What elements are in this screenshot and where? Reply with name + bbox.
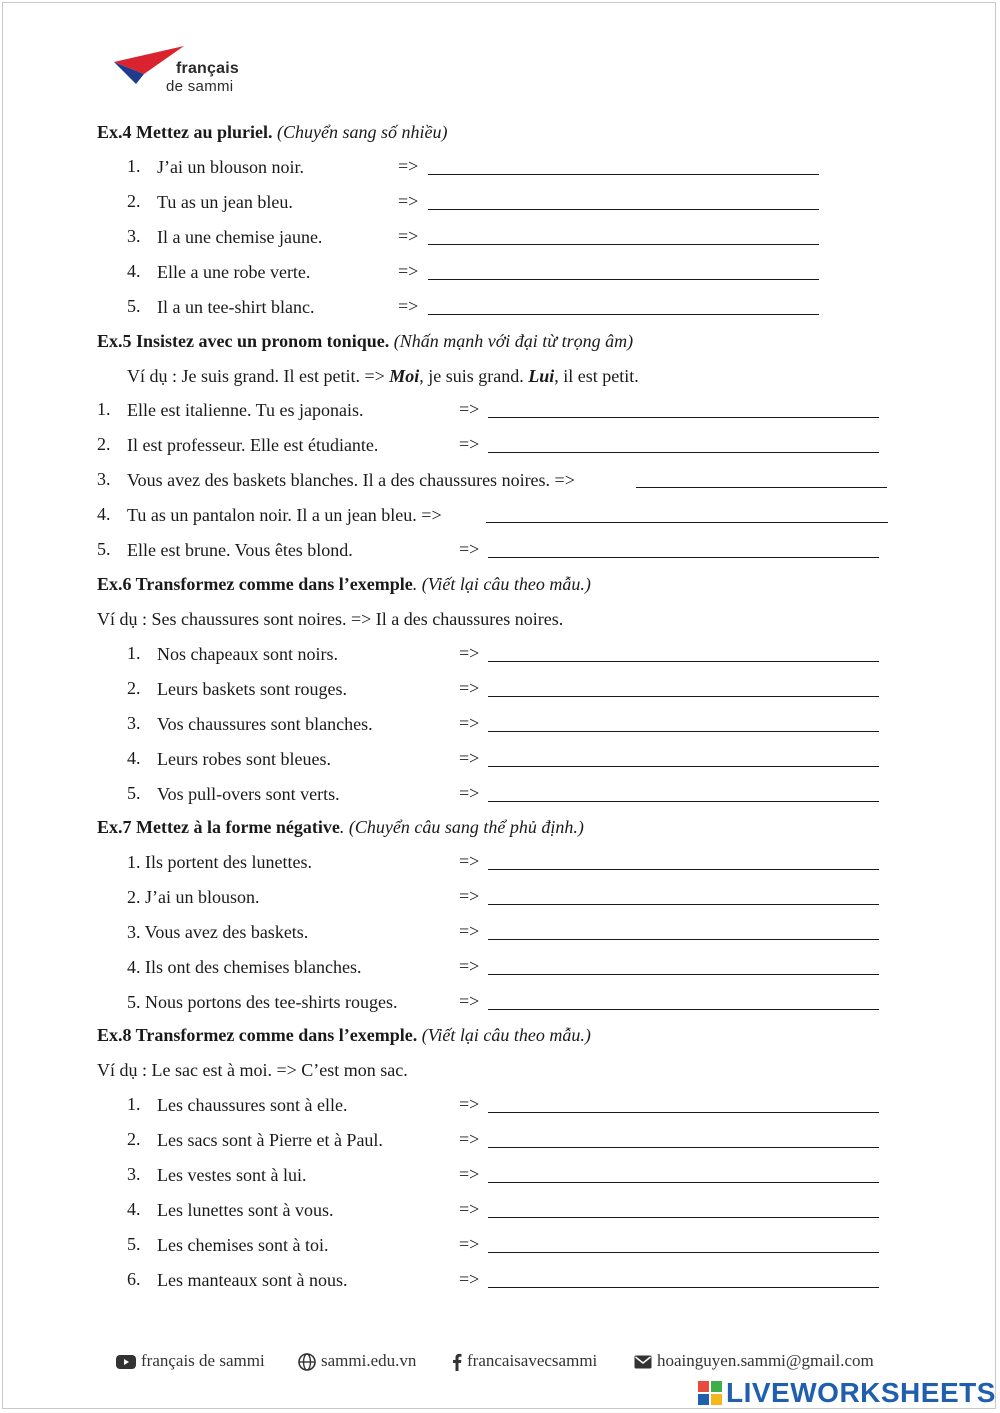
ex4-subtitle: (Chuyển sang số nhiều) [276, 122, 448, 142]
ex7-title: Ex.7 Mettez à la forme négative [97, 817, 340, 837]
ex6-example: Ví dụ : Ses chaussures sont noires. => Il a des chaussures noires. [97, 609, 564, 629]
ex6-title: Ex.6 Transformez comme dans l’exemple [97, 574, 413, 594]
ex7-answer-blank[interactable] [488, 974, 879, 975]
ex4-title: Ex.4 Mettez au pluriel. [97, 122, 273, 142]
ex8-answer-blank[interactable] [488, 1252, 879, 1253]
ex8-item-number: 3. [127, 1164, 141, 1184]
ex4-item-text: Il a un tee-shirt blanc. [157, 297, 315, 317]
ex4-item-number: 2. [127, 191, 141, 211]
ex5-example-part3: , il est petit. [554, 366, 639, 386]
ex5-item-text: Elle est italienne. Tu es japonais. [127, 400, 364, 420]
youtube-icon [116, 1355, 136, 1369]
footer-website-label: sammi.edu.vn [321, 1351, 417, 1370]
ex5-item-number: 5. [97, 539, 111, 559]
ex5-item-arrow: => [459, 399, 480, 419]
footer-email-label: hoainguyen.sammi@gmail.com [657, 1351, 874, 1370]
ex6-answer-blank[interactable] [488, 766, 879, 767]
ex8-item-arrow: => [459, 1094, 480, 1114]
ex4-item-arrow: => [398, 191, 419, 211]
ex8-item-number: 2. [127, 1129, 141, 1149]
facebook-icon [452, 1353, 462, 1371]
footer-website[interactable] [298, 1350, 416, 1372]
ex6-item-text: Leurs baskets sont rouges. [157, 679, 347, 699]
ex8-item-arrow: => [459, 1129, 480, 1149]
ex5-example-part2: , je suis grand. [419, 366, 529, 386]
ex5-answer-blank[interactable] [488, 452, 879, 453]
mail-icon [634, 1355, 652, 1369]
footer-youtube-label: français de sammi [141, 1351, 265, 1370]
ex8-title: Ex.8 Transformez comme dans l’exemple. [97, 1025, 418, 1045]
ex4-item-text: Tu as un jean bleu. [157, 192, 293, 212]
ex4-item-arrow: => [398, 156, 419, 176]
ex6-item-number: 5. [127, 783, 141, 803]
ex8-heading [97, 1024, 591, 1046]
ex6-item-number: 3. [127, 713, 141, 733]
ex7-answer-blank[interactable] [488, 1009, 879, 1010]
ex7-answer-blank[interactable] [488, 904, 879, 905]
ex6-item-number: 1. [127, 643, 141, 663]
ex7-item-arrow: => [459, 851, 480, 871]
ex5-example-bold1: Moi [389, 366, 420, 386]
footer-email[interactable] [634, 1350, 874, 1372]
ex8-item-text: Les chaussures sont à elle. [157, 1095, 348, 1115]
ex4-item-number: 5. [127, 296, 141, 316]
ex4-item-number: 3. [127, 226, 141, 246]
brand-line2: de sammi [166, 78, 234, 95]
ex7-item-arrow: => [459, 991, 480, 1011]
ex6-answer-blank[interactable] [488, 696, 879, 697]
ex4-item-arrow: => [398, 226, 419, 246]
liveworksheets-logo-icon [698, 1381, 722, 1405]
ex8-item-number: 1. [127, 1094, 141, 1114]
ex4-item-text: Elle a une robe verte. [157, 262, 311, 282]
ex7-item-arrow: => [459, 886, 480, 906]
ex8-answer-blank[interactable] [488, 1287, 879, 1288]
ex7-item-arrow: => [459, 956, 480, 976]
ex8-answer-blank[interactable] [488, 1217, 879, 1218]
globe-icon [298, 1353, 316, 1371]
footer-youtube[interactable] [116, 1350, 265, 1372]
ex6-item-arrow: => [459, 748, 480, 768]
footer-facebook[interactable] [452, 1350, 597, 1372]
ex6-item-text: Nos chapeaux sont noirs. [157, 644, 338, 664]
ex8-item-arrow: => [459, 1234, 480, 1254]
ex8-subtitle: (Viết lại câu theo mẫu.) [421, 1025, 591, 1045]
ex8-item-text: Les vestes sont à lui. [157, 1165, 307, 1185]
ex8-item-number: 4. [127, 1199, 141, 1219]
ex5-subtitle: (Nhấn mạnh với đại từ trọng âm) [393, 331, 634, 351]
ex8-item-text: Les sacs sont à Pierre et à Paul. [157, 1130, 383, 1150]
ex6-item-text: Vos chaussures sont blanches. [157, 714, 373, 734]
ex8-item-number: 5. [127, 1234, 141, 1254]
ex6-item-arrow: => [459, 713, 480, 733]
ex4-answer-blank[interactable] [428, 209, 819, 210]
ex6-answer-blank[interactable] [488, 801, 879, 802]
ex5-example [127, 365, 639, 387]
ex5-item-text: Tu as un pantalon noir. Il a un jean bleu. => [127, 505, 442, 525]
ex7-item-text: 3. Vous avez des baskets. [127, 922, 309, 942]
ex4-answer-blank[interactable] [428, 174, 819, 175]
ex4-answer-blank[interactable] [428, 244, 819, 245]
ex7-item-text: 5. Nous portons des tee-shirts rouges. [127, 992, 398, 1012]
ex5-item-number: 1. [97, 399, 111, 419]
ex5-item-text: Vous avez des baskets blanches. Il a des chaussures noires. => [127, 470, 575, 490]
ex8-item-arrow: => [459, 1269, 480, 1289]
page-border [2, 2, 996, 1409]
ex5-example-part1: Ví dụ : Je suis grand. Il est petit. => [127, 366, 390, 386]
ex8-answer-blank[interactable] [488, 1147, 879, 1148]
footer-facebook-label: francaisavecsammi [467, 1351, 598, 1370]
ex4-heading [97, 121, 447, 143]
ex7-item-arrow: => [459, 921, 480, 941]
ex5-item-number: 4. [97, 504, 111, 524]
ex4-item-number: 1. [127, 156, 141, 176]
ex8-answer-blank[interactable] [488, 1182, 879, 1183]
ex4-answer-blank[interactable] [428, 279, 819, 280]
brand-line1: français [176, 60, 239, 77]
ex5-answer-blank[interactable] [636, 487, 887, 488]
ex4-item-arrow: => [398, 261, 419, 281]
ex6-item-text: Vos pull-overs sont verts. [157, 784, 340, 804]
ex4-item-arrow: => [398, 296, 419, 316]
ex8-item-text: Les manteaux sont à nous. [157, 1270, 348, 1290]
ex5-item-arrow: => [459, 539, 480, 559]
ex6-item-text: Leurs robes sont bleues. [157, 749, 331, 769]
liveworksheets-watermark: LIVEWORKSHEETS [726, 1377, 996, 1408]
ex7-heading [97, 816, 584, 838]
ex5-answer-blank[interactable] [488, 417, 879, 418]
ex5-item-number: 3. [97, 469, 111, 489]
ex7-item-text: 2. J’ai un blouson. [127, 887, 260, 907]
ex7-item-text: 4. Ils ont des chemises blanches. [127, 957, 362, 977]
ex6-item-arrow: => [459, 643, 480, 663]
ex4-item-text: J’ai un blouson noir. [157, 157, 304, 177]
ex8-answer-blank[interactable] [488, 1112, 879, 1113]
ex6-heading [97, 573, 591, 595]
ex5-title: Ex.5 Insistez avec un pronom tonique. [97, 331, 390, 351]
ex5-item-number: 2. [97, 434, 111, 454]
ex5-example-bold2: Lui [528, 366, 555, 386]
ex8-example: Ví dụ : Le sac est à moi. => C’est mon sac. [97, 1060, 408, 1080]
ex6-item-number: 2. [127, 678, 141, 698]
ex8-item-text: Les lunettes sont à vous. [157, 1200, 334, 1220]
ex8-item-arrow: => [459, 1164, 480, 1184]
ex7-answer-blank[interactable] [488, 869, 879, 870]
ex4-answer-blank[interactable] [428, 314, 819, 315]
ex6-item-arrow: => [459, 678, 480, 698]
ex8-item-arrow: => [459, 1199, 480, 1219]
ex7-subtitle: . (Chuyển câu sang thể phủ định.) [339, 817, 584, 837]
ex6-subtitle: . (Viết lại câu theo mẫu.) [412, 574, 591, 594]
ex5-answer-blank[interactable] [488, 557, 879, 558]
ex5-answer-blank[interactable] [486, 522, 888, 523]
ex7-answer-blank[interactable] [488, 939, 879, 940]
ex5-item-arrow: => [459, 434, 480, 454]
ex5-heading [97, 330, 633, 352]
ex8-item-number: 6. [127, 1269, 141, 1289]
ex8-item-text: Les chemises sont à toi. [157, 1235, 329, 1255]
ex5-item-text: Elle est brune. Vous êtes blond. [127, 540, 353, 560]
ex4-item-text: Il a une chemise jaune. [157, 227, 323, 247]
ex6-item-arrow: => [459, 783, 480, 803]
brand-logo [114, 44, 254, 100]
ex7-item-text: 1. Ils portent des lunettes. [127, 852, 312, 872]
ex6-answer-blank[interactable] [488, 731, 879, 732]
ex6-item-number: 4. [127, 748, 141, 768]
ex5-item-text: Il est professeur. Elle est étudiante. [127, 435, 379, 455]
ex6-answer-blank[interactable] [488, 661, 879, 662]
ex4-item-number: 4. [127, 261, 141, 281]
